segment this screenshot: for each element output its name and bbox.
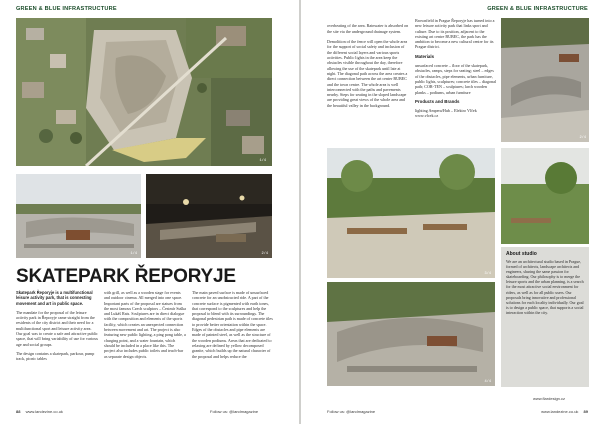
- skatepark-ramp-photo: [501, 18, 589, 142]
- left-column-3: [192, 290, 274, 363]
- left-column-2: [104, 290, 186, 363]
- body-paragraph: The design contains a skatepark, parkour, pump track, picnic tables: [16, 350, 95, 362]
- photo-caption: 3/4: [484, 272, 491, 276]
- materials-heading: Materials: [415, 53, 435, 59]
- footer-site-link[interactable]: www.landezine.co.uk: [541, 409, 579, 414]
- page-number: 89: [583, 409, 588, 414]
- right-footer: [541, 409, 588, 414]
- right-page: [301, 0, 600, 424]
- night-photo: [146, 174, 272, 258]
- photo-caption: 1/4: [130, 252, 137, 256]
- photo-caption: 2/4: [261, 252, 268, 256]
- skatepark-overview-photo: [327, 282, 495, 386]
- about-heading: About studio: [506, 251, 537, 257]
- footer-social[interactable]: Follow us: @landmagazine: [327, 409, 376, 414]
- right-column-2: [415, 18, 497, 123]
- footer-social[interactable]: Follow us: @landmagazine: [210, 409, 259, 414]
- studio-logo-text[interactable]: www.flardesign.cz: [533, 396, 566, 401]
- products-heading: Products and Brands: [415, 98, 460, 104]
- materials-text: unsurfaced concrete – floor of the skatepark, obstacles, ramps, steps for seating; steel – edges of the obstacles, pipe elements, urban furniture, public lights, sculptures; concrete tiles – diagonal path; COR-TEN – sculptures; larch wooden planks – podiums, urban furniture: [415, 63, 497, 95]
- right-column-1: [327, 18, 409, 117]
- body-paragraph: The mandate for the proposal of the leisure activity park in Řeporyje came straight from the residents of the city district and their need for a multifunctional sport and leisure activity area. Our goal was to create a safe and attractive public space, that will bring variability of use for various age and social groups.: [16, 309, 98, 347]
- lawn-photo: [501, 148, 589, 244]
- left-column-1: [16, 290, 98, 366]
- page-number: 88: [16, 409, 21, 414]
- section-tag: GREEN & BLUE INFRASTRUCTURE: [487, 6, 588, 12]
- footer-site-link[interactable]: www.landezine.co.uk: [25, 409, 63, 414]
- products-text: lighting Ampera/Hub – Elektro Vlček www.vlcek.cz: [415, 108, 477, 119]
- article-title: SKATEPARK ŘEPORYJE: [16, 266, 236, 287]
- photo-caption: 4/4: [484, 380, 491, 384]
- section-tag: GREEN & BLUE INFRASTRUCTURE: [16, 6, 117, 12]
- left-page: [0, 0, 299, 424]
- left-footer: [16, 409, 63, 414]
- picnic-area-photo: [327, 148, 495, 278]
- body-paragraph: The main paved surface is made of unsurfaced concrete for an unobstructed ride. A part of the concrete surface is pigmented with earth tones, that correspond to the sculptures and help the proposal to blend with its surroundings. The diagonal pedestrian path is made of concrete tiles to provide better orientation within the space. Edges of the obstacles and pipe elements are made of painted steel, as well as the structure of the wooden podiums. Areas that are dedicated to relaxing are defined by yellow decomposed granite, which builds up the natural character of the proposal and helps reduce the: [192, 290, 273, 359]
- intro-paragraph: Brownfield in Prague Řeporyje has turned into a new leisure activity park that links sport and culture. Due to its position, adjacent to the existing art centre BUBEC, the park has the ambition to become a new cultural centre for its Prague district.: [415, 18, 495, 50]
- lead-paragraph: Skatepark Řeporyje is a multifunctional leisure activity park, that is connecting movement and art in public space.: [16, 290, 93, 306]
- photo-caption: 2/4: [579, 136, 586, 140]
- body-paragraph: overheating of the area. Rainwater is absorbed on the site via the underground drainage system. Demolition of the fence will open the whole area for the support of social safety and inclusion of the different social layers and various sports activities. Public lights in the area keep the obstacles visible throughout the day, therefore allowing the use of the skatepark until late at night. The diagonal path across the area creates a direct connection between the art center BUBEC and the town centre. The whole area is well interconnected with the paths and pavements nearby. Steps for seating in the sloped landscape are providing great views of the whole area and the beautiful valley in the background.: [327, 23, 409, 108]
- about-studio-box: [501, 247, 589, 387]
- skatepark-bowl-photo: [16, 174, 141, 258]
- photo-caption: 1/4: [259, 159, 266, 163]
- about-text: We are an architectural studio based in Prague, formed of architects, landscape architects and engineers, sharing the same passion for skateboarding. Our philosophy is to merge the leisure sports and the urban planning, is a search for the most attractive social environment for riders, as well as for all public users. Our proposals bring innovative and professional solutions for each locality individually. Our goal is to design a public space, that supports a social interaction within the city.: [506, 259, 584, 315]
- aerial-photo: [16, 18, 272, 166]
- body-paragraph: with grill, as well as a wooden stage for events and outdoor cinema. All merged into one space. Important parts of the proposal are statues from the most famous Czech sculptors – Čestmír Suška and Lukáš Rais. Sculptures are in direct dialogue with the composition and elements of the sports facility, which creates an unexpected connection between movement and art. The project is also featuring new public lighting, a ping pong table, a charging point, and a water fountain, which should be included in a place like this. The project also includes public toilets and teach-bar as separate design objects.: [104, 290, 186, 359]
